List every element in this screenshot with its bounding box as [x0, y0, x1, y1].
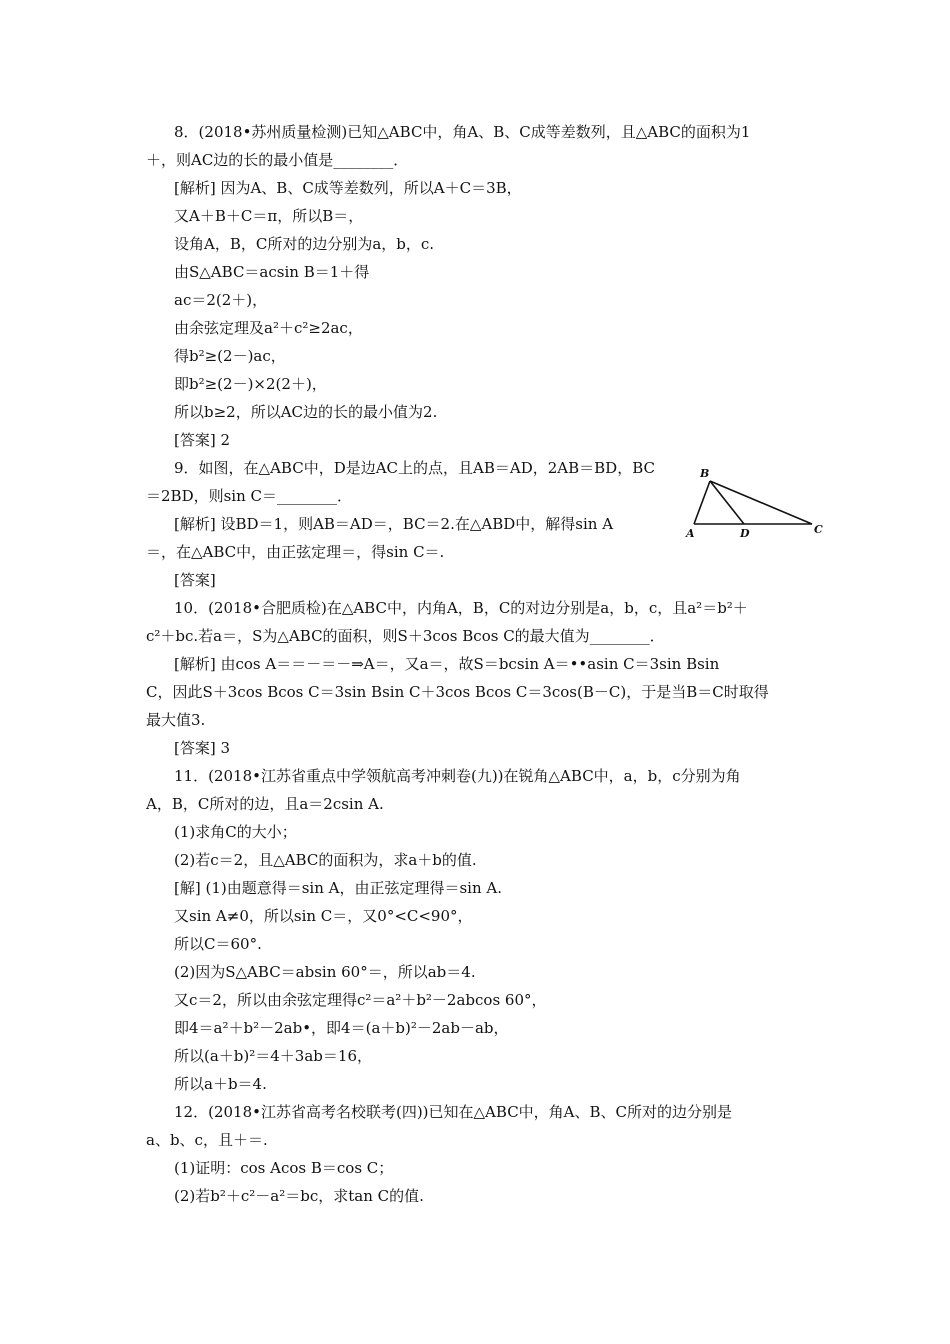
q11-part-2: (2)若c＝2，且△ABC的面积为，求a＋b的值.: [174, 851, 477, 869]
q9-solution-line-2: ＝，在△ABC中，由正弦定理＝，得sin C＝.: [146, 543, 445, 561]
q10-answer: [答案] 3: [174, 739, 231, 757]
q10-solution-line-1: [解析] 由cos A＝＝－＝－⇒A＝，又a＝，故S＝bcsin A＝••asin C＝3sin Bsin: [174, 655, 720, 673]
q11-solution-line-3: 所以C＝60°.: [174, 935, 262, 953]
q12-line-2: a、b、c，且＋＝.: [146, 1131, 268, 1149]
q8-solution-line-9: 所以b≥2，所以AC边的长的最小值为2.: [174, 403, 438, 421]
q11-solution-line-5: 又c＝2，所以由余弦定理得c²＝a²＋b²－2abcos 60°，: [174, 991, 547, 1009]
q10-solution-line-2: C，因此S＋3cos Bcos C＝3sin Bsin C＋3cos Bcos C＝3cos(B－C)，于是当B＝C时取得: [146, 683, 769, 701]
q11-part-1: (1)求角C的大小；: [174, 823, 297, 841]
q11-solution-line-7: 所以(a＋b)²＝4＋3ab＝16，: [174, 1047, 372, 1065]
q10-solution-line-3: 最大值3.: [146, 711, 206, 729]
q8-solution-line-1: [解析] 因为A、B、C成等差数列，所以A＋C＝3B，: [174, 179, 522, 197]
q10-line-2: c²＋bc.若a＝，S为△ABC的面积，则S＋3cos Bcos C的最大值为________．: [146, 627, 665, 645]
triangle-diagram: [684, 463, 826, 545]
segment-ab: [694, 481, 710, 524]
label-d: D: [740, 527, 750, 540]
q9-answer: [答案]: [174, 571, 216, 589]
q8-answer: [答案] 2: [174, 431, 231, 449]
q8-solution-line-5: ac＝2(2＋)，: [174, 291, 268, 309]
triangle-figure: [684, 463, 826, 545]
q11-solution-line-2: 又sin A≠0，所以sin C＝，又0°<C<90°，: [174, 907, 473, 925]
q9-solution-line-1: [解析] 设BD＝1，则AB＝AD＝，BC＝2.在△ABD中，解得sin A: [174, 515, 614, 533]
q10-line-1: 10．(2018•合肥质检)在△ABC中，内角A，B，C的对边分别是a，b，c，且a²＝b²＋: [174, 599, 748, 617]
q8-solution-line-6: 由余弦定理及a²＋c²≥2ac，: [174, 319, 363, 337]
q11-line-1: 11．(2018•江苏省重点中学领航高考冲刺卷(九))在锐角△ABC中，a，b，c分别为角: [174, 767, 741, 785]
q12-part-1: (1)证明：cos Acos B＝cos C；: [174, 1159, 394, 1177]
q11-solution-line-6: 即4＝a²＋b²－2ab•，即4＝(a＋b)²－2ab－ab，: [174, 1019, 509, 1037]
label-b: B: [700, 467, 710, 480]
q8-solution-line-7: 得b²≥(2－)ac，: [174, 347, 286, 365]
q8-solution-line-4: 由S△ABC＝acsin B＝1＋得: [174, 263, 370, 281]
q8-line-1: 8．(2018•苏州质量检测)已知△ABC中，角A、B、C成等差数列，且△ABC的面积为1: [174, 123, 751, 141]
q11-solution-line-4: (2)因为S△ABC＝absin 60°＝，所以ab＝4.: [174, 963, 476, 981]
label-c: C: [814, 523, 823, 536]
q9-line-1: 9．如图，在△ABC中，D是边AC上的点，且AB＝AD，2AB＝BD，BC: [174, 459, 655, 477]
q12-part-2: (2)若b²＋c²－a²＝bc，求tan C的值.: [174, 1187, 424, 1205]
q8-line-2: ＋，则AC边的长的最小值是________．: [146, 151, 409, 169]
q8-solution-line-2: 又A＋B＋C＝π，所以B＝，: [174, 207, 364, 225]
segment-bc: [710, 481, 812, 524]
q11-solution-line-8: 所以a＋b＝4.: [174, 1075, 267, 1093]
q11-solution-line-1: [解] (1)由题意得＝sin A，由正弦定理得＝sin A.: [174, 879, 503, 897]
q8-solution-line-3: 设角A，B，C所对的边分别为a，b，c.: [174, 235, 435, 253]
label-a: A: [686, 527, 695, 540]
q9-line-2: ＝2BD，则sin C＝________．: [146, 487, 352, 505]
q12-line-1: 12．(2018•江苏省高考名校联考(四))已知在△ABC中，角A、B、C所对的边分别是: [174, 1103, 732, 1121]
q8-solution-line-8: 即b²≥(2－)×2(2＋)，: [174, 375, 327, 393]
q11-line-2: A，B，C所对的边，且a＝2csin A.: [146, 795, 384, 813]
